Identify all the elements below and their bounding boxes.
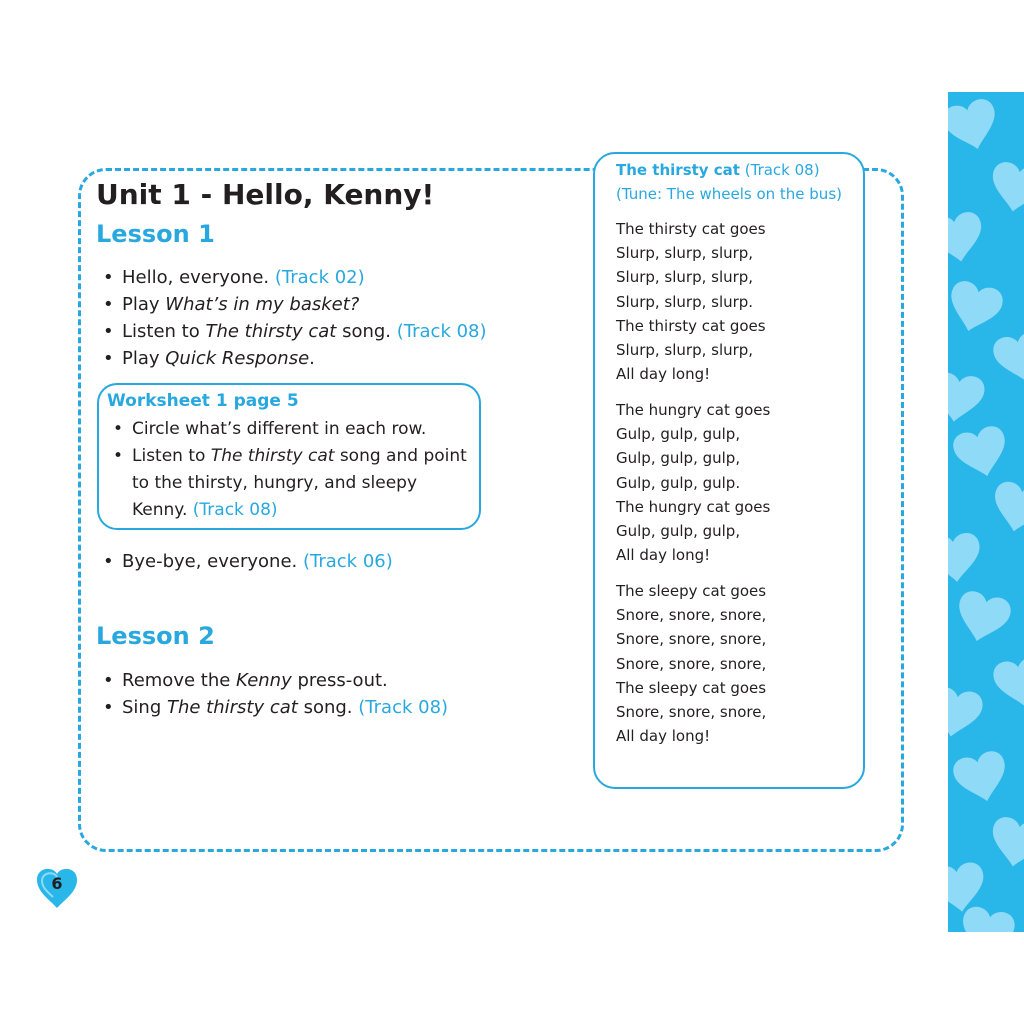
track-label: (Track 06) — [302, 551, 393, 572]
track-label: (Track 02) — [274, 267, 365, 288]
lyric-line: Gulp, gulp, gulp, — [616, 521, 741, 540]
song-track: (Track 08) — [744, 161, 820, 179]
list-item: • Listen to The thirsty cat song and point to the thirsty, hungry, and sleepy Kenny. (Track 08) — [110, 443, 476, 524]
lyric-line: Gulp, gulp, gulp, — [616, 425, 741, 444]
list-item: • Play Quick Response. — [100, 345, 487, 372]
unit-title: Unit 1 - Hello, Kenny! — [96, 178, 435, 211]
lyric-line: All day long! — [616, 365, 711, 384]
lyric-line: The sleepy cat goes — [616, 678, 767, 697]
lyric-line: The hungry cat goes — [616, 401, 771, 419]
lyric-line: The sleepy cat goes — [616, 582, 767, 600]
list-item: • Bye-bye, everyone. (Track 06) — [100, 548, 393, 575]
list-item: • Remove the Kenny press-out. — [100, 667, 448, 694]
list-item: • Hello, everyone. (Track 02) — [100, 264, 487, 291]
song-tune: (Tune: The wheels on the bus) — [616, 185, 842, 203]
list-item: • Listen to The thirsty cat song. (Track 08) — [100, 318, 487, 345]
lesson-2-heading: Lesson 2 — [96, 622, 215, 650]
list-item: • Circle what’s different in each row. — [110, 416, 476, 443]
heart-pattern-icon — [948, 92, 1024, 932]
track-label: (Track 08) — [192, 500, 278, 520]
lesson-2-list — [100, 667, 448, 721]
track-label: (Track 08) — [358, 697, 449, 718]
song-verse-2 — [616, 398, 770, 567]
lyric-line: Gulp, gulp, gulp, — [616, 449, 741, 468]
lesson-1-closing-list — [100, 548, 393, 575]
lyric-line: Slurp, slurp, slurp, — [616, 340, 754, 359]
lyric-line: All day long! — [616, 727, 711, 746]
page-number-badge — [34, 864, 80, 910]
lesson-1-list — [100, 264, 487, 372]
lyric-line: Slurp, slurp, slurp. — [616, 292, 754, 311]
track-label: (Track 08) — [396, 321, 487, 342]
page-number: 6 — [51, 874, 63, 893]
song-verse-3 — [616, 579, 766, 748]
lyric-line: The thirsty cat goes — [616, 220, 766, 238]
lyric-line: All day long! — [616, 546, 711, 565]
worksheet-title: Worksheet 1 page 5 — [107, 391, 299, 411]
lyric-line: Snore, snore, snore, — [616, 606, 767, 625]
song-title: The thirsty cat — [616, 161, 740, 179]
heart-pattern-strip — [948, 92, 1024, 932]
song-header — [616, 158, 842, 206]
lyric-line: Slurp, slurp, slurp, — [616, 268, 754, 287]
lyric-line: Snore, snore, snore, — [616, 702, 767, 721]
song-verse-1 — [616, 217, 766, 386]
lyric-line: Gulp, gulp, gulp. — [616, 473, 741, 492]
lyric-line: Snore, snore, snore, — [616, 654, 767, 673]
lyric-line: The thirsty cat goes — [616, 316, 766, 335]
lyric-line: The hungry cat goes — [616, 497, 771, 516]
list-item: • Sing The thirsty cat song. (Track 08) — [100, 694, 448, 721]
worksheet-list — [110, 416, 476, 524]
lyric-line: Slurp, slurp, slurp, — [616, 244, 754, 263]
list-item: • Play What’s in my basket? — [100, 291, 487, 318]
lyric-line: Snore, snore, snore, — [616, 630, 767, 649]
lesson-1-heading: Lesson 1 — [96, 220, 215, 248]
